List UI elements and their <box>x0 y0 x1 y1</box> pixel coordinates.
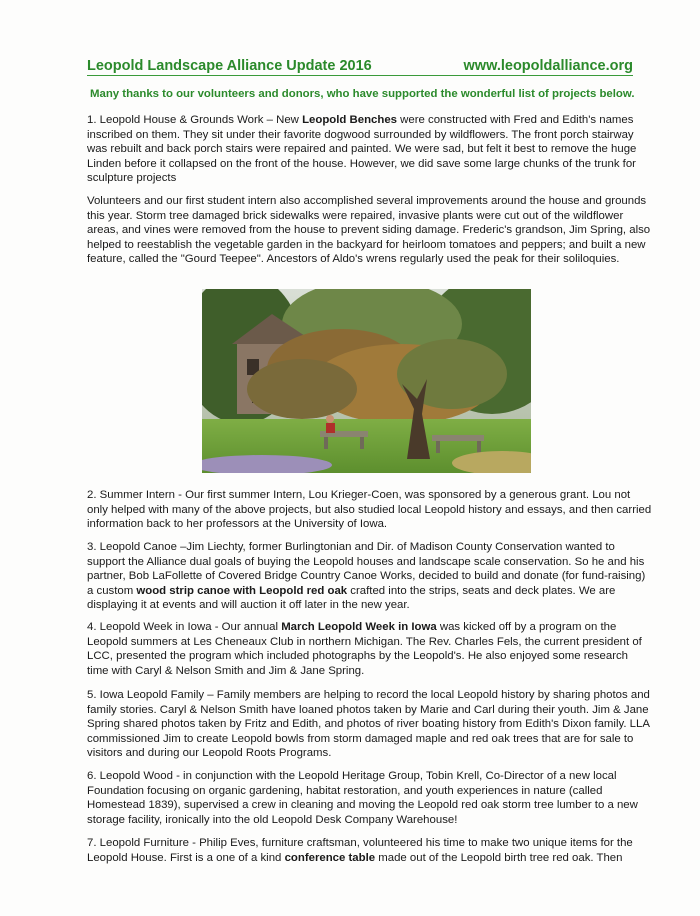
section-summer-intern <box>87 488 652 532</box>
newsletter-title: Leopold Landscape Alliance Update 2016 <box>87 58 372 74</box>
text-run: 7. Leopold Furniture - Philip Eves, furniture craftsman, volunteered his time to make two unique items for the Leopold House. First is a one of a kind <box>87 837 633 864</box>
text-run: 1. Leopold House & Grounds Work – New <box>87 114 303 126</box>
text-run: were constructed with Fred and Edith's names inscribed on them. They sit under their favorite dogwood surrounded by wildflowers. The front porch stairway was rebuilt and back porch stairs were repaired and painted. We were sad, but felt it best to remove the huge Linden before it collapsed on the front of the house. However, we did save some large chunks of the trunk for sculpture projects <box>87 114 637 184</box>
garden-photo-illustration <box>202 289 531 473</box>
bold-highlight: wood strip canoe with Leopold red oak <box>136 584 348 597</box>
text-run: 3. Leopold Canoe –Jim Liechty, former Burlingtonian and Dir. of Madison County Conservation wanted to support the Alliance dual goals of buying the Leopold houses and landscape scale conservation. So he and his partner, Bob LaFollette of Covered Bridge Country Canoe Works, decided to build and donate (for fund-raising) a custom <box>87 541 646 597</box>
section-leopold-week <box>87 620 652 678</box>
text-run: crafted into the strips, seats and deck plates. We are displaying it at events and will auction it off later in the new year. <box>87 584 616 611</box>
header-bar <box>87 58 633 76</box>
bold-highlight: conference table <box>284 851 376 864</box>
website-link[interactable]: www.leopoldalliance.org <box>463 58 633 74</box>
section-iowa-family <box>87 688 652 761</box>
text-run: 5. Iowa Leopold Family – Family members are helping to record the local Leopold history by sharing photos and family stories. Caryl & Nelson Smith have loaned photos taken by Marie and Carl during their youth. Jim & Jane Spring shared photos taken by Fritz and Edith, and photos of river boating history from Edith's Dixon family. LLA commissioned Jim to create Leopold bowls from storm damaged maple and red oak trees that are for sale to visitors and during our Leopold Roots Programs. <box>87 689 650 759</box>
text-run: 4. Leopold Week in Iowa - Our annual <box>87 621 282 633</box>
text-run: Volunteers and our first student intern also accomplished several improvements around the house and grounds this year. Storm tree damaged brick sidewalks were repaired, invasive plants were cut out of the wildflower areas, and vines were removed from the house to prevent siding damage. Frederic's grandson, Jim Spring, also helped to reestablish the vegetable garden in the backyard for heirloom tomatoes and peppers; and built a new feature, called the "Gourd Teepee". Ancestors of Aldo's wrens regularly used the peak for their soliloquies. <box>87 195 651 265</box>
section-house-grounds <box>87 113 652 186</box>
text-run: made out of the Leopold birth tree red oak. Then <box>375 851 623 864</box>
section-leopold-furniture <box>87 836 652 865</box>
text-run: was kicked off by a program on the Leopold summers at Les Cheneaux Club in northern Michigan. The Rev. Charles Fels, the current president of LCC, presented the program which included photographs by the Leopold's. He also enjoyed some research time with Caryl & Nelson Smith and Jim & Jane Spring. <box>87 621 642 677</box>
leopold-house-photo <box>202 289 531 473</box>
section-leopold-canoe <box>87 540 652 613</box>
thanks-line: Many thanks to our volunteers and donors, who have supported the wonderful list of projects below. <box>90 88 635 100</box>
text-run: 6. Leopold Wood - in conjunction with the Leopold Heritage Group, Tobin Krell, Co-Director of a new local Foundation focusing on organic gardening, habitat restoration, and youth experiences in nature (called Homestead 1839), supervised a crew in cleaning and moving the Leopold red oak storm tree lumber to a new storage facility, ironically into the old Leopold Desk Company Warehouse! <box>87 770 638 826</box>
section-leopold-wood <box>87 769 652 827</box>
section-volunteers <box>87 194 652 267</box>
bold-highlight: Leopold Benches <box>302 114 397 126</box>
bold-highlight: March Leopold Week in Iowa <box>281 621 437 633</box>
text-run: 2. Summer Intern - Our first summer Intern, Lou Krieger-Coen, was sponsored by a generous grant. Lou not only helped with many of the above projects, but also studied local Leopold history and essays, and then carried information back to her professors at the University of Iowa. <box>87 489 652 530</box>
